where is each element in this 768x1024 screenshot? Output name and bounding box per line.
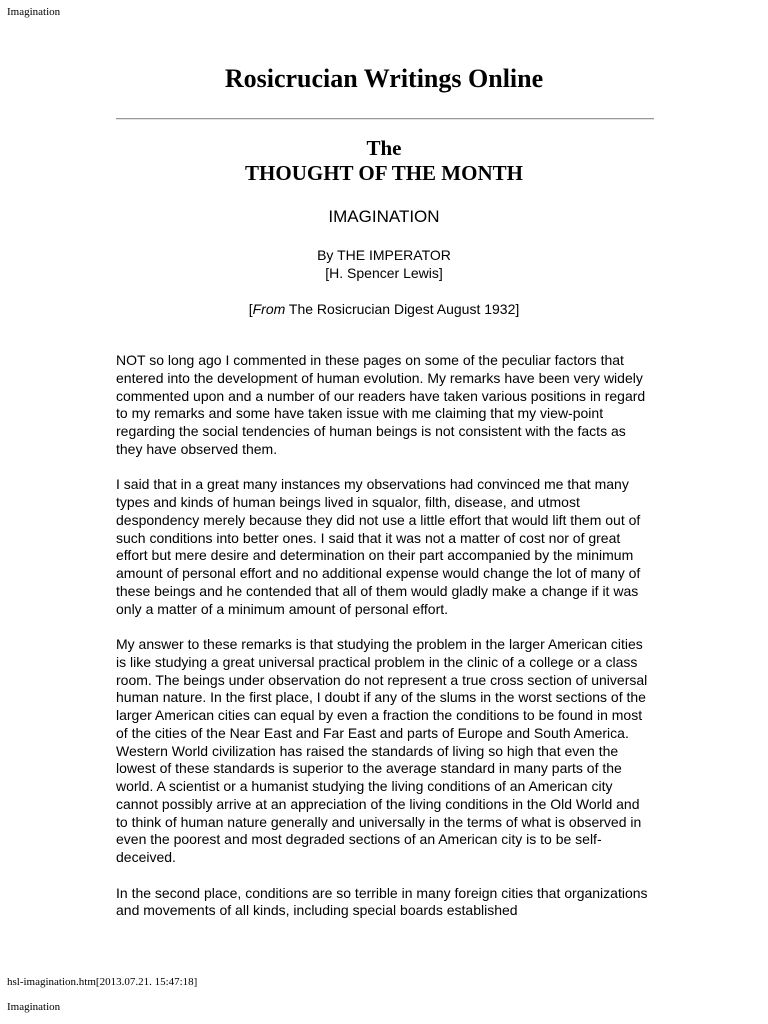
paragraph-3: My answer to these remarks is that studying the problem in the larger American cities is like studying a great universal practical problem in the clinic of a college or a class room. The beings under observation do not represent a true cross section of universal human nature. In the first place, I doubt if any of the slums in the worst sections of the larger American cities can equal by even a fraction the conditions to be found in most of the cities of the Near East and Far East and parts of Europe and South America. Western World civilization has raised the standards of living so high that even the lowest of these standards is superior to the average standard in many parts of the world. A scientist or a humanist studying the living conditions of an American city cannot possibly arrive at an appreciation of the living conditions in the Old World and to think of human nature generally and universally in the terms of what is observed in even the poorest and most degraded sections of an American city is to be self-deceived. [116, 636, 648, 865]
byline: By THE IMPERATOR [317, 247, 451, 263]
paragraph-1: NOT so long ago I commented in these pages on some of the peculiar factors that entered into the development of human evolution. My remarks have been very widely commented upon and a number of our readers have taken various positions in regard to my remarks and some have taken issue with me claiming that my view-point regarding the social tendencies of human beings is not consistent with the facts as they have observed them. [116, 352, 646, 457]
source-open-bracket: [ [248, 301, 253, 317]
paragraph-2: I said that in a great many instances my observations had convinced me that many types and kinds of human beings lived in squalor, filth, disease, and utmost despondency merely because they did not use a little effort that would lift them out of such conditions into better ones. I said that it was not a matter of cost nor of great effort but mere desire and determination on their part accompanied by the minimum amount of personal effort and no additional expense would change the lot of many of these beings and he contended that all of them would gladly make a change if it was only a matter of a minimum amount of personal effort. [116, 476, 641, 617]
column-heading-thought-of-the-month: THOUGHT OF THE MONTH [245, 161, 523, 185]
source-from-italic: From [252, 301, 286, 317]
article-title: IMAGINATION [328, 207, 440, 226]
paragraph-4: In the second place, conditions are so terrible in many foreign cities that organizations and movements of all kinds, including special boards established [116, 884, 648, 919]
horizontal-rule [116, 118, 654, 120]
source-citation [0, 300, 768, 318]
article-body [116, 352, 654, 938]
footer-running-header: Imagination [7, 1001, 61, 1013]
footer-url-timestamp: hsl-imagination.htm[2013.07.21. 15:47:18] [7, 976, 198, 988]
running-header: Imagination [7, 6, 61, 18]
column-heading-the: The [366, 136, 402, 160]
source-publication: The Rosicrucian Digest August 1932] [285, 301, 520, 317]
site-title: Rosicrucian Writings Online [224, 64, 544, 93]
author-name: [H. Spencer Lewis] [325, 265, 443, 281]
